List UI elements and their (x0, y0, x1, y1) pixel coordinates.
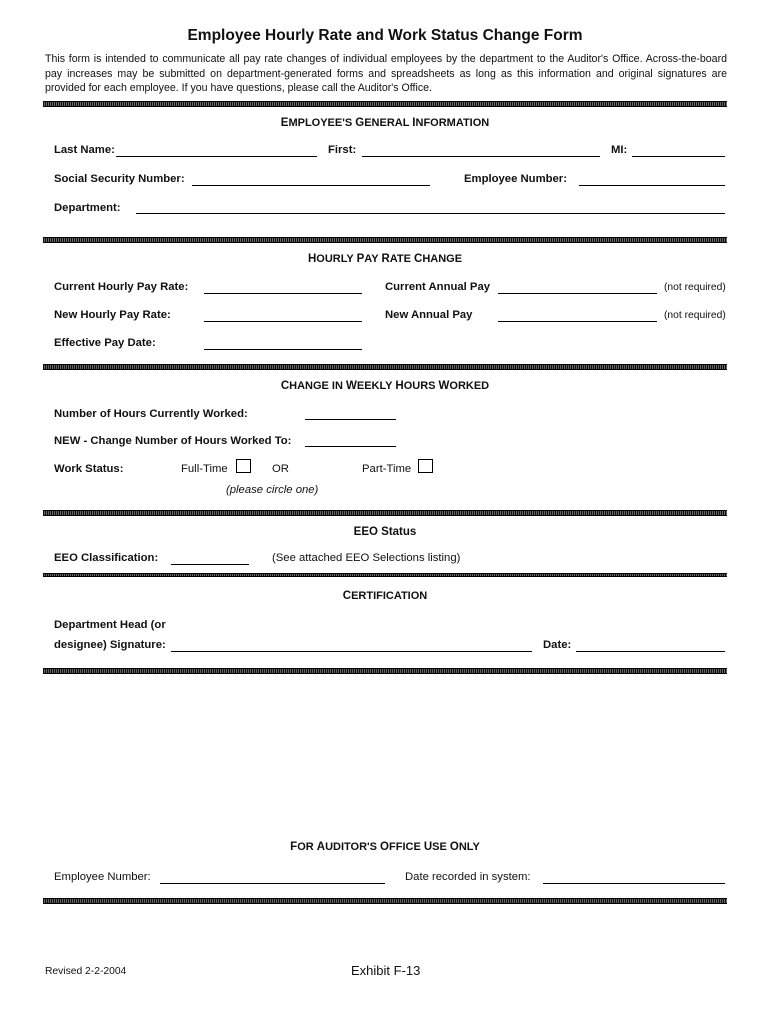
first-name-field[interactable] (362, 156, 600, 157)
new-hours-field[interactable] (305, 446, 396, 447)
auditor-employee-number-label: Employee Number: (54, 871, 151, 883)
certification-heading: CERTIFICATION (342, 590, 428, 602)
first-name-label: First: (328, 144, 357, 156)
pay-rate-heading: HOURLY PAY RATE CHANGE (307, 253, 463, 265)
current-hours-field[interactable] (305, 419, 396, 420)
signature-label-line2: designee) Signature: (54, 639, 166, 651)
section-divider (43, 364, 727, 370)
intro-paragraph: This form is intended to communicate all pay rate changes of individual employees by the department to the Auditor's Office. Across-the-board pay increases may be submitted on department-generated forms and spreadsheets as long as this information and original signatures are provided for each employee. If you have questions, please call the Auditor's Office. (45, 53, 727, 94)
general-info-heading: EMPLOYEE'S GENERAL INFORMATION (280, 117, 490, 129)
section-divider (43, 573, 727, 577)
section-divider (43, 668, 727, 674)
auditor-use-heading: FOR AUDITOR'S OFFICE USE ONLY (290, 841, 480, 853)
new-hours-label: NEW - Change Number of Hours Worked To: (54, 435, 292, 447)
part-time-checkbox[interactable] (418, 459, 433, 473)
employee-number-field[interactable] (579, 185, 725, 186)
circle-one-note: (please circle one) (226, 484, 319, 496)
eeo-classification-field[interactable] (171, 564, 249, 565)
last-name-label: Last Name: (54, 144, 115, 156)
exhibit-label: Exhibit F-13 (351, 963, 421, 978)
or-label: OR (272, 463, 289, 475)
section-divider (43, 510, 727, 516)
new-hourly-rate-field[interactable] (204, 321, 362, 322)
employee-number-label: Employee Number: (464, 173, 567, 185)
new-hourly-rate-label: New Hourly Pay Rate: (54, 309, 171, 321)
current-hours-label: Number of Hours Currently Worked: (54, 408, 248, 420)
full-time-checkbox[interactable] (236, 459, 251, 473)
not-required-note: (not required) (664, 310, 726, 321)
current-annual-pay-label: Current Annual Pay (385, 281, 491, 293)
last-name-field[interactable] (116, 156, 317, 157)
signature-date-label: Date: (543, 639, 572, 651)
middle-initial-label: MI: (611, 144, 628, 156)
new-annual-pay-label: New Annual Pay (385, 309, 473, 321)
current-annual-pay-field[interactable] (498, 293, 657, 294)
date-recorded-field[interactable] (543, 883, 725, 884)
ssn-label: Social Security Number: (54, 173, 185, 185)
signature-date-field[interactable] (576, 651, 725, 652)
section-divider (43, 898, 727, 904)
eeo-note: (See attached EEO Selections listing) (272, 552, 461, 564)
page-title: Employee Hourly Rate and Work Status Change Form (187, 27, 583, 44)
full-time-label: Full-Time (181, 463, 228, 475)
signature-field[interactable] (171, 651, 532, 652)
work-status-label: Work Status: (54, 463, 124, 475)
ssn-field[interactable] (192, 185, 430, 186)
new-annual-pay-field[interactable] (498, 321, 657, 322)
section-divider (43, 101, 727, 107)
department-field[interactable] (136, 213, 725, 214)
effective-date-label: Effective Pay Date: (54, 337, 156, 349)
weekly-hours-heading: CHANGE IN WEEKLY HOURS WORKED (280, 380, 490, 392)
revised-date: Revised 2-2-2004 (45, 966, 127, 977)
eeo-classification-label: EEO Classification: (54, 552, 159, 564)
part-time-label: Part-Time (362, 463, 412, 475)
current-hourly-rate-label: Current Hourly Pay Rate: (54, 281, 189, 293)
middle-initial-field[interactable] (632, 156, 725, 157)
department-label: Department: (54, 202, 121, 214)
not-required-note: (not required) (664, 282, 726, 293)
effective-date-field[interactable] (204, 349, 362, 350)
signature-label-line1: Department Head (or (54, 619, 166, 631)
section-divider (43, 237, 727, 243)
current-hourly-rate-field[interactable] (204, 293, 362, 294)
auditor-employee-number-field[interactable] (160, 883, 385, 884)
eeo-heading: EEO Status (353, 526, 417, 538)
date-recorded-label: Date recorded in system: (405, 871, 531, 883)
